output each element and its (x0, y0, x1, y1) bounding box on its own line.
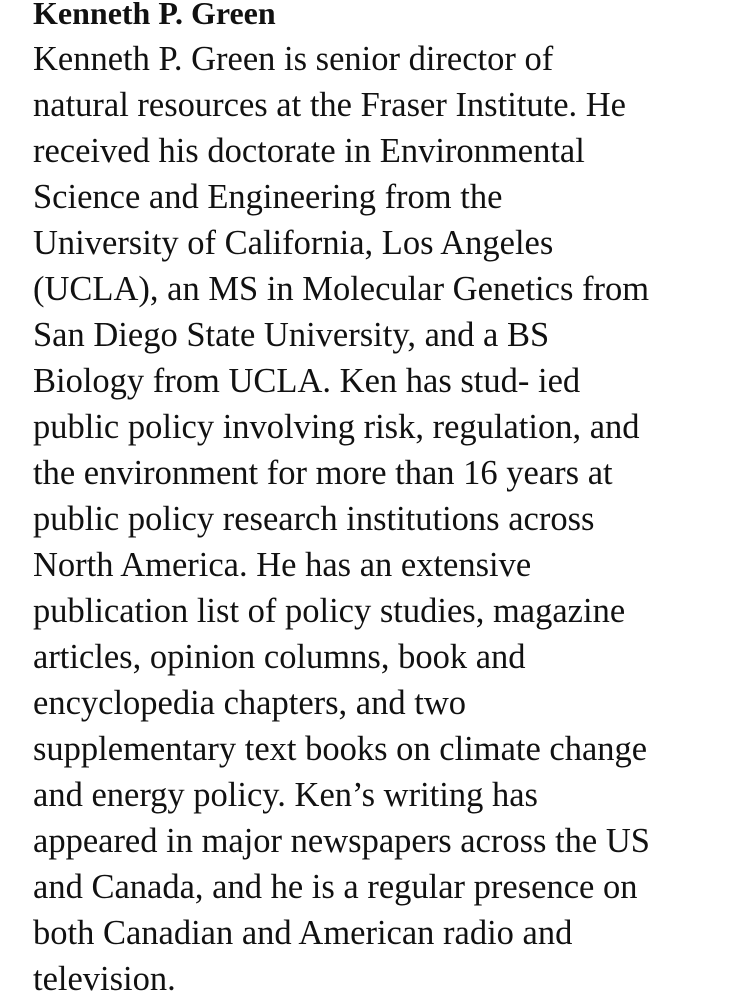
bio-line: (UCLA), an MS in Molecular Genetics from (33, 270, 650, 308)
author-name-heading: Kenneth P. Green (33, 0, 276, 31)
document-page (33, 0, 743, 1002)
bio-line: received his doctorate in Environmental (33, 132, 585, 170)
bio-line: San Diego State University, and a BS (33, 316, 550, 354)
bio-line: natural resources at the Fraser Institute. He (33, 86, 626, 124)
bio-line: Science and Engineering from the (33, 178, 503, 216)
bio-line: the environment for more than 16 years at (33, 454, 613, 492)
bio-line: public policy research institutions across (33, 500, 595, 538)
bio-line: television. (33, 960, 176, 998)
bio-line: North America. He has an extensive (33, 546, 532, 584)
bio-line: appeared in major newspapers across the US (33, 822, 650, 860)
bio-line: supplementary text books on climate change (33, 730, 648, 768)
bio-line: and energy policy. Ken’s writing has (33, 776, 538, 814)
author-bio (33, 36, 743, 1002)
bio-line: encyclopedia chapters, and two (33, 684, 466, 722)
bio-line: articles, opinion columns, book and (33, 638, 526, 676)
bio-line: University of California, Los Angeles (33, 224, 554, 262)
bio-line: Kenneth P. Green is senior director of (33, 40, 554, 78)
bio-line: publication list of policy studies, magazine (33, 592, 626, 630)
bio-line: both Canadian and American radio and (33, 914, 573, 952)
bio-line: and Canada, and he is a regular presence on (33, 868, 638, 906)
bio-line: Biology from UCLA. Ken has stud- ied (33, 362, 581, 400)
bio-line: public policy involving risk, regulation, and (33, 408, 640, 446)
